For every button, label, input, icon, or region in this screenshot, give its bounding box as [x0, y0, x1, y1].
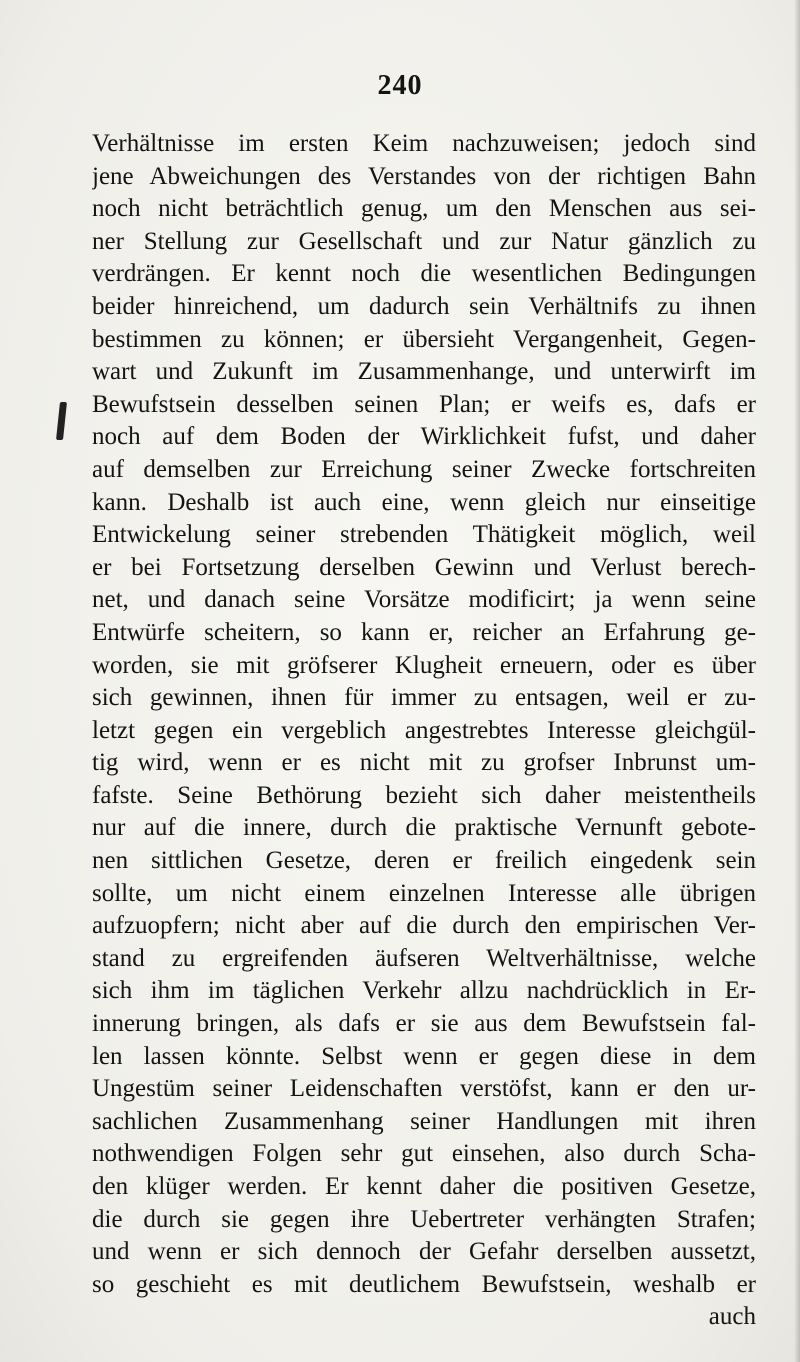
text-line: Ungestüm seiner Leidenschaften verstöfst, kann er den ur-	[92, 1075, 756, 1103]
text-line: aufzuopfern; nicht aber auf die durch den empirischen Ver-	[92, 912, 756, 940]
text-line: sich ihm im täglichen Verkehr allzu nachdrücklich in Er-	[92, 977, 756, 1005]
text-line: net, und danach seine Vorsätze modificirt; ja wenn seine	[92, 586, 756, 614]
catchword: auch	[708, 1303, 756, 1331]
text-line: Bewufstsein desselben seinen Plan; er weifs es, dafs er	[92, 390, 756, 418]
text-line: noch auf dem Boden der Wirklichkeit fufst, und daher	[92, 423, 756, 451]
text-line: innerung bringen, als dafs er sie aus dem Bewufstsein fal-	[92, 1010, 756, 1038]
text-line: Entwickelung seiner strebenden Thätigkeit möglich, weil	[92, 521, 756, 549]
text-line: bestimmen zu können; er übersieht Vergangenheit, Gegen-	[92, 325, 756, 353]
text-line: fafste. Seine Bethörung bezieht sich daher meistentheils	[92, 781, 756, 809]
text-line: sachlichen Zusammenhang seiner Handlungen mit ihren	[92, 1107, 756, 1135]
text-line: sollte, um nicht einem einzelnen Interesse alle übrigen	[92, 879, 756, 907]
text-line: auf demselben zur Erreichung seiner Zwecke fortschreiten	[92, 455, 756, 483]
text-line: worden, sie mit gröfserer Klugheit erneuern, oder es über	[92, 651, 756, 679]
text-line: nothwendigen Folgen sehr gut einsehen, also durch Scha-	[92, 1140, 756, 1168]
page-edge-shadow	[794, 0, 800, 1362]
text-line: nur auf die innere, durch die praktische Vernunft gebote-	[92, 814, 756, 842]
page-number: 240	[377, 70, 423, 101]
text-line: verdrängen. Er kennt noch die wesentlichen Bedingungen	[92, 260, 756, 288]
text-line: Entwürfe scheitern, so kann er, reicher an Erfahrung ge-	[92, 618, 756, 646]
text-line: letzt gegen ein vergeblich angestrebtes Interesse gleichgül-	[92, 716, 756, 744]
text-line: so geschieht es mit deutlichem Bewufstsein, weshalb er	[92, 1270, 756, 1298]
text-line: len lassen könnte. Selbst wenn er gegen diese in dem	[92, 1042, 756, 1070]
text-line: tig wird, wenn er es nicht mit zu grofser Inbrunst um-	[92, 749, 756, 777]
text-line: beider hinreichend, um dadurch sein Verhältnifs zu ihnen	[92, 292, 756, 320]
text-line: den klüger werden. Er kennt daher die positiven Gesetze,	[92, 1173, 756, 1200]
margin-mark	[56, 402, 67, 440]
text-line: noch nicht beträchtlich genug, um den Menschen aus sei-	[92, 195, 756, 223]
text-line: ner Stellung zur Gesellschaft und zur Natur gänzlich zu	[92, 227, 756, 255]
text-line: die durch sie gegen ihre Uebertreter verhängten Strafen;	[92, 1205, 756, 1233]
body-text	[92, 128, 756, 1334]
text-line: nen sittlichen Gesetze, deren er freilich eingedenk sein	[92, 847, 756, 875]
text-line: stand zu ergreifenden äufseren Weltverhältnisse, welche	[92, 944, 756, 972]
text-line: und wenn er sich dennoch der Gefahr derselben aussetzt,	[92, 1238, 756, 1266]
text-line: kann. Deshalb ist auch eine, wenn gleich nur einseitige	[92, 488, 756, 516]
text-line: sich gewinnen, ihnen für immer zu entsagen, weil er zu-	[92, 684, 756, 712]
text-line: wart und Zukunft im Zusammenhange, und unterwirft im	[92, 358, 756, 386]
text-line: er bei Fortsetzung derselben Gewinn und Verlust berech-	[92, 553, 756, 581]
text-line: jene Abweichungen des Verstandes von der richtigen Bahn	[92, 162, 756, 190]
text-line: Verhältnisse im ersten Keim nachzuweisen; jedoch sind	[92, 130, 756, 157]
